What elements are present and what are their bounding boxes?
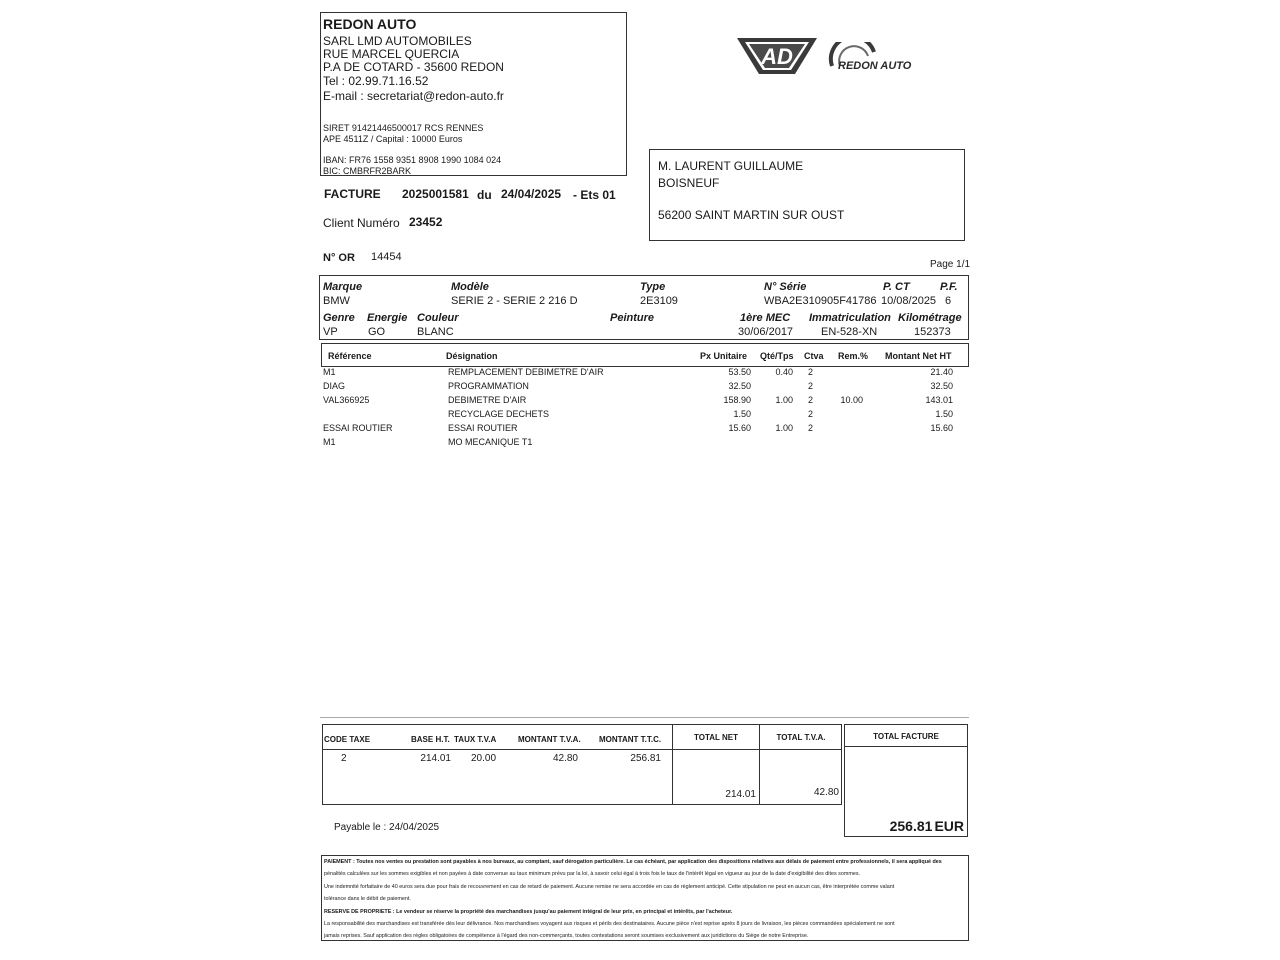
invoice-label: FACTURE <box>324 187 381 201</box>
client-name: M. LAURENT GUILLAUME <box>658 159 804 173</box>
legal-line: La responsabilité des marchandises est transférée dès leur délivrance. Nos marchandises voyagent aux risques et périls des destinataires. Aucune pièce n'est reprise après 8 jours de livraison, les pièces commandées spécialement ne sont <box>324 921 895 928</box>
row-pu: 53.50 <box>728 367 751 377</box>
vehicle-immat: EN-528-XN <box>821 326 878 338</box>
vehicle-mec: 30/06/2017 <box>738 326 794 338</box>
company-ape: APE 4511Z / Capital : 10000 Euros <box>323 134 463 144</box>
company-header-box <box>320 12 627 176</box>
company-zone: P.A DE COTARD - 35600 REDON <box>323 60 504 74</box>
vehicle-h-mec: 1ère MEC <box>740 312 791 324</box>
totals-ttva: 42.80 <box>813 787 839 798</box>
totals-mtva: 42.80 <box>552 753 578 764</box>
lines-h-rem: Rem.% <box>838 351 869 361</box>
vehicle-energie: GO <box>368 326 386 338</box>
vehicle-type: 2E3109 <box>640 295 678 307</box>
tax-header-rule <box>323 749 841 750</box>
row-desig: ESSAI ROUTIER <box>448 423 518 433</box>
vehicle-marque: BMW <box>323 295 350 307</box>
legal-line: PAIEMENT : Toutes nos ventes ou prestation sont payables à nos bureaux, au comptant, sauf dérogation particulière. Le cas échéant, par application des dispositions relatives aux délais de paiement entre professionnels, il sera appliqué des <box>324 859 942 865</box>
lines-header <box>321 343 969 367</box>
row-desig: MO MECANIQUE T1 <box>448 437 533 447</box>
vehicle-h-pf: P.F. <box>940 281 958 293</box>
client-line2: BOISNEUF <box>658 176 720 190</box>
row-montant: 1.50 <box>935 409 953 419</box>
company-email: E-mail : secretariat@redon-auto.fr <box>323 89 504 103</box>
lines-table <box>321 366 969 456</box>
company-street: RUE MARCEL QUERCIA <box>323 47 460 61</box>
vehicle-h-modele: Modèle <box>451 281 489 293</box>
vehicle-h-pct: P. CT <box>883 281 910 293</box>
client-address-box <box>649 149 965 241</box>
company-bic: BIC: CMBRFR2BARK <box>323 166 412 176</box>
total-facture-label: TOTAL FACTURE <box>873 732 939 741</box>
lines-h-montant: Montant Net HT <box>885 351 952 361</box>
totals-mttc: 256.81 <box>630 753 661 764</box>
totals-h-taux: TAUX T.V.A <box>454 735 497 744</box>
client-city: 56200 SAINT MARTIN SUR OUST <box>658 208 845 222</box>
vehicle-serie: WBA2E310905F41786 <box>764 295 877 307</box>
lines-h-ref: Référence <box>328 351 372 361</box>
company-name: REDON AUTO <box>323 16 417 32</box>
row-ref: VAL366925 <box>323 395 370 405</box>
totals-taux: 20.00 <box>471 753 497 764</box>
payable-date: Payable le : 24/04/2025 <box>334 822 440 833</box>
svg-text:REDON AUTO: REDON AUTO <box>838 60 912 72</box>
row-pu: 15.60 <box>728 423 751 433</box>
lines-h-pu: Px Unitaire <box>700 351 748 361</box>
row-pu: 158.90 <box>723 395 751 405</box>
row-ctva: 2 <box>808 409 814 419</box>
lines-h-desig: Désignation <box>446 351 498 361</box>
vehicle-modele: SERIE 2 - SERIE 2 216 D <box>451 295 578 307</box>
row-ctva: 2 <box>808 367 814 377</box>
vehicle-h-type: Type <box>640 281 666 293</box>
row-ctva: 2 <box>808 395 814 405</box>
totals-h-mtva: MONTANT T.V.A. <box>518 735 581 744</box>
invoice-ets: - Ets 01 <box>573 188 616 202</box>
row-montant: 15.60 <box>930 423 953 433</box>
row-ref: M1 <box>323 367 336 377</box>
row-desig: RECYCLAGE DECHETS <box>448 409 550 419</box>
vehicle-h-genre: Genre <box>323 312 355 324</box>
totals-h-code: CODE TAXE <box>324 735 371 744</box>
row-ref: ESSAI ROUTIER <box>323 423 393 433</box>
legal-line: tolérance dans le débit de paiement. <box>324 896 411 903</box>
row-pu: 32.50 <box>728 381 751 391</box>
totals-base: 214.01 <box>420 753 451 764</box>
tax-totals-box <box>322 724 842 805</box>
vehicle-pct: 10/08/2025 <box>881 295 937 307</box>
totals-h-ttva: TOTAL T.V.A. <box>776 733 826 742</box>
or-label: N° OR <box>323 252 355 264</box>
company-siret: SIRET 91421446500017 RCS RENNES <box>323 123 484 133</box>
total-facture-amount <box>890 818 964 834</box>
row-qte: 1.00 <box>775 395 793 405</box>
row-desig: REMPLACEMENT DEBIMETRE D'AIR <box>448 367 604 377</box>
total-facture-currency: EUR <box>934 818 964 834</box>
vehicle-couleur: BLANC <box>417 326 454 338</box>
row-ctva: 2 <box>808 423 814 433</box>
total-facture-value: 256.81 <box>889 818 933 834</box>
company-legal-name: SARL LMD AUTOMOBILES <box>323 34 472 48</box>
row-pu: 1.50 <box>733 409 751 419</box>
totals-divider <box>320 717 969 718</box>
vehicle-km: 152373 <box>914 326 951 338</box>
client-number: 23452 <box>409 215 443 229</box>
row-ref: DIAG <box>323 381 346 391</box>
client-number-label: Client Numéro <box>323 216 400 230</box>
vehicle-pf: 6 <box>945 295 952 307</box>
invoice-number: 2025001581 <box>402 187 469 201</box>
company-iban: IBAN: FR76 1558 9351 8908 1990 1084 024 <box>323 155 502 165</box>
totals-h-base: BASE H.T. <box>411 735 450 744</box>
lines-h-ctva: Ctva <box>804 351 824 361</box>
vehicle-h-couleur: Couleur <box>417 312 459 324</box>
table-row <box>321 408 969 422</box>
vehicle-h-serie: N° Série <box>764 281 807 293</box>
vehicle-h-peinture: Peinture <box>610 312 655 324</box>
vehicle-genre: VP <box>323 326 338 338</box>
table-row <box>321 380 969 394</box>
legal-line: RESERVE DE PROPRIETE : Le vendeur se réserve la propriété des marchandises jusqu'au paiement intégral de leur prix, en principal et intérêts, par l'acheteur. <box>324 908 733 915</box>
row-ref: M1 <box>323 437 336 447</box>
legal-conditions <box>321 855 969 941</box>
legal-line: pénalités calculées sur les sommes exigibles et non payées à date convenue au taux minimum prévu par la loi, à savoir celui égal à trois fois le taux de l'intérêt légal en vigueur au jour de la date d'exigibilité des dites sommes. <box>324 871 861 878</box>
totals-h-net: TOTAL NET <box>694 733 738 742</box>
row-desig: PROGRAMMATION <box>448 381 529 391</box>
vehicle-h-immat: Immatriculation <box>809 312 891 324</box>
row-qte: 0.40 <box>775 367 793 377</box>
totals-h-mttc: MONTANT T.T.C. <box>599 735 662 744</box>
row-ctva: 2 <box>808 381 814 391</box>
table-row <box>321 366 969 380</box>
row-montant: 21.40 <box>930 367 953 377</box>
vehicle-h-energie: Energie <box>367 312 408 324</box>
vehicle-h-km: Kilométrage <box>898 312 962 324</box>
table-row <box>321 422 969 436</box>
row-desig: DEBIMETRE D'AIR <box>448 395 527 405</box>
invoice-du: du <box>477 188 492 202</box>
totals-code: 2 <box>341 753 347 764</box>
table-row <box>321 394 969 408</box>
legal-line: Une indemnité forfaitaire de 40 euros sera due pour frais de recouvrement en cas de retard de paiement. Aucune remise ne sera accordée en cas de règlement anticipé. Cette stipulation ne peut en aucun cas, être interprétée comme valant <box>324 883 895 890</box>
row-montant: 143.01 <box>925 395 953 405</box>
or-number: 14454 <box>371 251 402 263</box>
vehicle-box <box>319 275 969 340</box>
row-qte: 1.00 <box>775 423 793 433</box>
totals-net: 214.01 <box>725 789 756 800</box>
row-rem: 10.00 <box>840 395 863 405</box>
invoice-date: 24/04/2025 <box>501 187 562 201</box>
page-number: Page 1/1 <box>930 259 971 270</box>
total-facture-header-rule <box>845 746 967 747</box>
row-montant: 32.50 <box>930 381 953 391</box>
redon-auto-logo <box>826 42 912 72</box>
lines-h-qte: Qté/Tps <box>760 351 794 361</box>
company-tel: Tel : 02.99.71.16.52 <box>323 74 429 88</box>
svg-text:AD: AD <box>761 44 793 69</box>
table-row <box>321 436 969 450</box>
ad-logo <box>735 36 819 76</box>
legal-line: jamais reprises. Sauf application des règles obligatoires de compétence à l'égard des non-commerçants, toutes contestations seront soumises exclusivement aux juridictions du Siège de notre Entreprise. <box>324 933 809 940</box>
vehicle-h-marque: Marque <box>323 281 363 293</box>
total-facture-box <box>844 724 968 837</box>
